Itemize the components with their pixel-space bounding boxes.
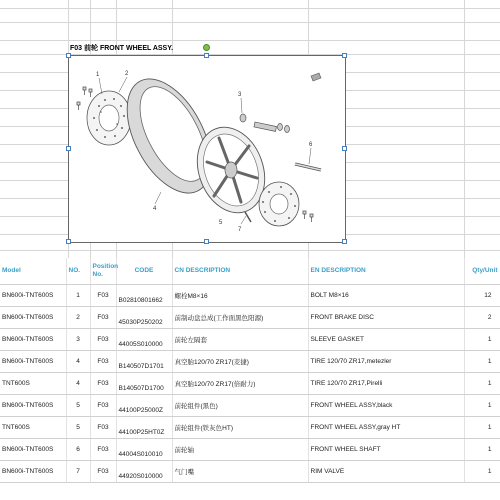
cell-cn-description[interactable]: 真空胎120/70 ZR17(倍耐力) bbox=[172, 373, 308, 395]
cell-cn-description[interactable]: 螺栓M8×16 bbox=[172, 285, 308, 307]
table-row bbox=[0, 351, 500, 373]
cell-en-description[interactable]: FRONT WHEEL ASSY,black bbox=[308, 395, 464, 417]
cell-model[interactable]: BN600i-TNT600S bbox=[0, 329, 66, 351]
cell-qty[interactable]: 1 bbox=[464, 395, 500, 417]
cell-code[interactable]: B140507D1701 bbox=[116, 351, 172, 373]
callout-1: 1 bbox=[96, 72, 100, 78]
table-row bbox=[0, 329, 500, 351]
cell-qty[interactable]: 1 bbox=[464, 461, 500, 483]
cell-en-description[interactable]: RIM VALVE bbox=[308, 461, 464, 483]
cell-position[interactable]: F03 bbox=[90, 285, 116, 307]
callout-4: 4 bbox=[153, 206, 157, 212]
cell-en-description[interactable]: FRONT WHEEL SHAFT bbox=[308, 439, 464, 461]
cell-position[interactable]: F03 bbox=[90, 395, 116, 417]
cell-code[interactable]: 44920S010000 bbox=[116, 461, 172, 483]
cell-en-description[interactable]: SLEEVE GASKET bbox=[308, 329, 464, 351]
cell-cn-description[interactable]: 前轮轴 bbox=[172, 439, 308, 461]
cell-qty[interactable]: 1 bbox=[464, 373, 500, 395]
cell-position[interactable]: F03 bbox=[90, 417, 116, 439]
column-header-model[interactable]: Model bbox=[0, 258, 66, 285]
callout-3: 3 bbox=[238, 92, 242, 98]
resize-handle-top-right[interactable] bbox=[342, 53, 347, 58]
cell-en-description[interactable]: BOLT M8×16 bbox=[308, 285, 464, 307]
brake-disc-right bbox=[259, 182, 299, 226]
table-row bbox=[0, 373, 500, 395]
column-header-code[interactable]: CODE bbox=[116, 258, 172, 285]
cell-code[interactable]: 44100P25000Z bbox=[116, 395, 172, 417]
column-header-no[interactable]: NO. bbox=[66, 258, 90, 285]
resize-handle-top[interactable] bbox=[204, 53, 209, 58]
sheet-title: F03 前轮 FRONT WHEEL ASSY. bbox=[70, 45, 174, 52]
cell-no[interactable]: 3 bbox=[66, 329, 90, 351]
bolts-right bbox=[303, 211, 313, 222]
cell-qty[interactable]: 1 bbox=[464, 417, 500, 439]
cell-model[interactable]: BN600i-TNT600S bbox=[0, 461, 66, 483]
grid-row-line bbox=[0, 250, 500, 251]
cell-model[interactable]: TNT600S bbox=[0, 373, 66, 395]
cell-cn-description[interactable]: 前轮左隔套 bbox=[172, 329, 308, 351]
resize-handle-top-left[interactable] bbox=[66, 53, 71, 58]
cell-model[interactable]: BN600i-TNT600S bbox=[0, 439, 66, 461]
cell-no[interactable]: 4 bbox=[66, 373, 90, 395]
exploded-diagram-image[interactable] bbox=[68, 55, 346, 243]
callout-2: 2 bbox=[125, 71, 129, 77]
callout-6: 6 bbox=[309, 142, 313, 148]
cell-code[interactable]: 45030P250202 bbox=[116, 307, 172, 329]
column-header-cn-description[interactable]: CN DESCRIPTION bbox=[172, 258, 308, 285]
table-header-row bbox=[0, 258, 500, 285]
cell-no[interactable]: 4 bbox=[66, 351, 90, 373]
axle-nut bbox=[311, 73, 321, 81]
cell-model[interactable]: BN600i-TNT600S bbox=[0, 395, 66, 417]
table-row bbox=[0, 461, 500, 483]
cell-position[interactable]: F03 bbox=[90, 307, 116, 329]
table-row bbox=[0, 439, 500, 461]
cell-en-description[interactable]: FRONT BRAKE DISC bbox=[308, 307, 464, 329]
cell-en-description[interactable]: FRONT WHEEL ASSY,gray HT bbox=[308, 417, 464, 439]
rim-valve bbox=[245, 212, 251, 222]
table-row bbox=[0, 307, 500, 329]
cell-no[interactable]: 6 bbox=[66, 439, 90, 461]
cell-en-description[interactable]: TIRE 120/70 ZR17,Pirelli bbox=[308, 373, 464, 395]
cell-position[interactable]: F03 bbox=[90, 373, 116, 395]
cell-no[interactable]: 5 bbox=[66, 395, 90, 417]
cell-cn-description[interactable]: 真空胎120/70 ZR17(麦捷) bbox=[172, 351, 308, 373]
cell-qty[interactable]: 1 bbox=[464, 351, 500, 373]
cell-model[interactable]: BN600i-TNT600S bbox=[0, 285, 66, 307]
resize-handle-bottom-right[interactable] bbox=[342, 239, 347, 244]
cell-no[interactable]: 1 bbox=[66, 285, 90, 307]
cell-position[interactable]: F03 bbox=[90, 329, 116, 351]
cell-position[interactable]: F03 bbox=[90, 351, 116, 373]
parts-table bbox=[0, 258, 500, 483]
callout-5: 5 bbox=[219, 220, 223, 226]
front-wheel-drawing bbox=[69, 56, 345, 242]
cell-cn-description[interactable]: 气门嘴 bbox=[172, 461, 308, 483]
grid-row-line bbox=[0, 40, 500, 41]
cell-model[interactable]: BN600i-TNT600S bbox=[0, 307, 66, 329]
table-row bbox=[0, 285, 500, 307]
grid-row-line bbox=[0, 22, 500, 23]
resize-handle-bottom[interactable] bbox=[204, 239, 209, 244]
cell-model[interactable]: TNT600S bbox=[0, 417, 66, 439]
wheel-shaft bbox=[295, 164, 321, 170]
cell-qty[interactable]: 1 bbox=[464, 329, 500, 351]
cell-code[interactable]: 44100P25HT0Z bbox=[116, 417, 172, 439]
cell-code[interactable]: B140507D1700 bbox=[116, 373, 172, 395]
cell-en-description[interactable]: TIRE 120/70 ZR17,metezler bbox=[308, 351, 464, 373]
table-row bbox=[0, 395, 500, 417]
cell-code[interactable]: 44004S010010 bbox=[116, 439, 172, 461]
column-header-qty[interactable]: Qty/Unit bbox=[464, 258, 500, 285]
table-row bbox=[0, 417, 500, 439]
cell-position[interactable]: F03 bbox=[90, 461, 116, 483]
grid-row-line bbox=[0, 8, 500, 9]
cell-qty[interactable]: 1 bbox=[464, 439, 500, 461]
cell-model[interactable]: BN600i-TNT600S bbox=[0, 351, 66, 373]
cell-qty[interactable]: 2 bbox=[464, 307, 500, 329]
cell-position[interactable]: F03 bbox=[90, 439, 116, 461]
cell-no[interactable]: 2 bbox=[66, 307, 90, 329]
brake-disc-left bbox=[87, 91, 131, 145]
cell-no[interactable]: 5 bbox=[66, 417, 90, 439]
grid-col-line bbox=[464, 0, 465, 258]
resize-handle-bottom-left[interactable] bbox=[66, 239, 71, 244]
cell-cn-description[interactable]: 前轮组件(黑色) bbox=[172, 395, 308, 417]
callout-7: 7 bbox=[238, 227, 242, 233]
cell-code[interactable]: 44005S010000 bbox=[116, 329, 172, 351]
cell-qty[interactable]: 12 bbox=[464, 285, 500, 307]
column-header-position[interactable]: Position No. bbox=[90, 258, 116, 285]
resize-handle-left[interactable] bbox=[66, 146, 71, 151]
cell-cn-description[interactable]: 前制动盘总成(工作面黑色阳源) bbox=[172, 307, 308, 329]
column-header-en-description[interactable]: EN DESCRIPTION bbox=[308, 258, 464, 285]
resize-handle-right[interactable] bbox=[342, 146, 347, 151]
sleeve-gasket bbox=[240, 114, 290, 133]
cell-cn-description[interactable]: 前轮组件(铁灰色HT) bbox=[172, 417, 308, 439]
cell-no[interactable]: 7 bbox=[66, 461, 90, 483]
rotate-handle[interactable] bbox=[203, 44, 210, 51]
cell-code[interactable]: B02810801662 bbox=[116, 285, 172, 307]
